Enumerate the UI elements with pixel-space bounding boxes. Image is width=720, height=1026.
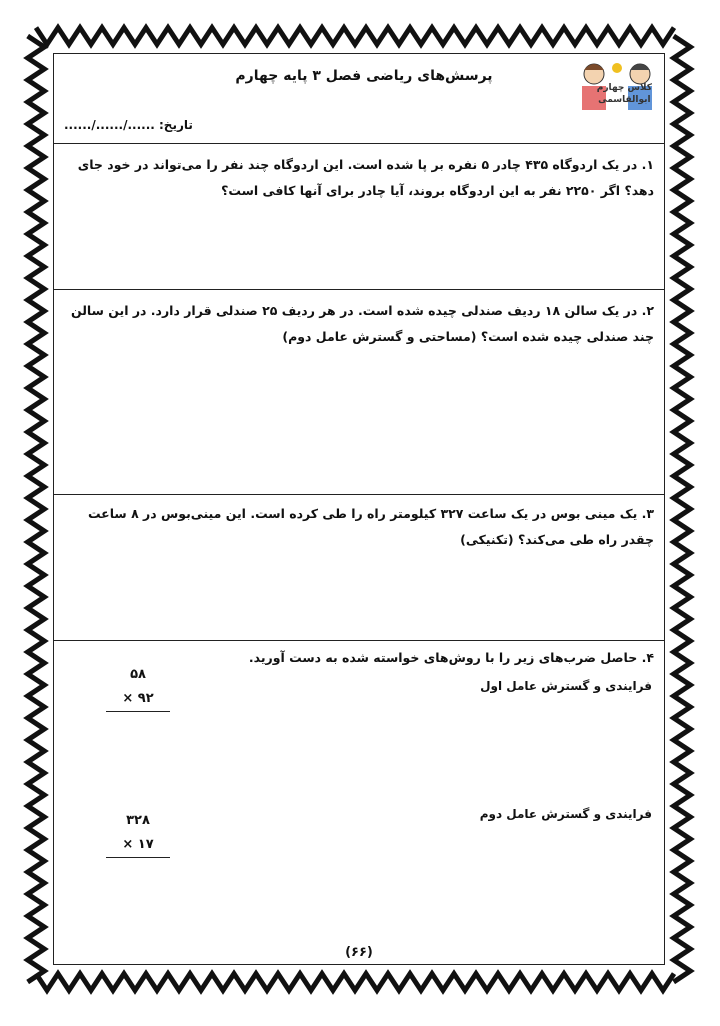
multiplication-2 (106, 809, 170, 858)
question-2-text: ۲. در یک سالن ۱۸ ردیف صندلی چیده شده است. در هر ردیف ۲۵ صندلی قرار دارد. در این سالن چند صندلی چیده شده است؟ (مساحتی و گسترش عامل دوم) (70, 303, 654, 344)
question-1-text: ۱. در یک اردوگاه ۴۳۵ چادر ۵ نفره بر پا شده است. این اردوگاه چند نفر را می‌تواند در خود جای دهد؟ اگر ۲۲۵۰ نفر به این اردوگاه بروند، آیا چادر برای آنها کافی است؟ (77, 157, 654, 198)
border-zigzag-line (674, 36, 691, 982)
question-2-section (54, 290, 664, 495)
multiplicand-2: ۳۲۸ (126, 813, 150, 828)
method-1-label: فرایندی و گسترش عامل اول (480, 679, 652, 693)
logo-label (597, 82, 652, 106)
header (54, 54, 664, 144)
date-field: تاریخ: ....../....../...... (64, 118, 193, 132)
border-zigzag-line (36, 974, 674, 991)
logo-line-1: کلاس چهارم (596, 83, 652, 93)
multiplier-1: × ۹۲ (106, 687, 170, 712)
page-number: (۶۶) (345, 945, 373, 960)
content-frame (53, 53, 665, 965)
multiplier-2: × ۱۷ (106, 833, 170, 858)
border-zigzag-line (28, 36, 45, 982)
question-3-section (54, 495, 664, 641)
border-zigzag-line (36, 28, 674, 45)
logo-line-2: ابوالقاسمی (598, 95, 651, 105)
method-2-label: فرایندی و گسترش عامل دوم (479, 807, 652, 821)
multiplicand-1: ۵۸ (130, 667, 146, 682)
question-4-section (54, 641, 664, 966)
worksheet-page (20, 20, 698, 998)
question-4-text: ۴. حاصل ضرب‌های زیر را با روش‌های خواسته شده به دست آورید. (248, 650, 654, 665)
question-1-section (54, 144, 664, 290)
question-3-text: ۳. یک مینی بوس در یک ساعت ۳۲۷ کیلومتر راه را طی کرده است. این مینی‌بوس در ۸ ساعت چقدر راه طی می‌کند؟ (تکنیکی) (87, 506, 654, 547)
page-title: پرسش‌های ریاضی فصل ۳ پایه چهارم (235, 68, 493, 84)
multiplication-1 (106, 663, 170, 712)
